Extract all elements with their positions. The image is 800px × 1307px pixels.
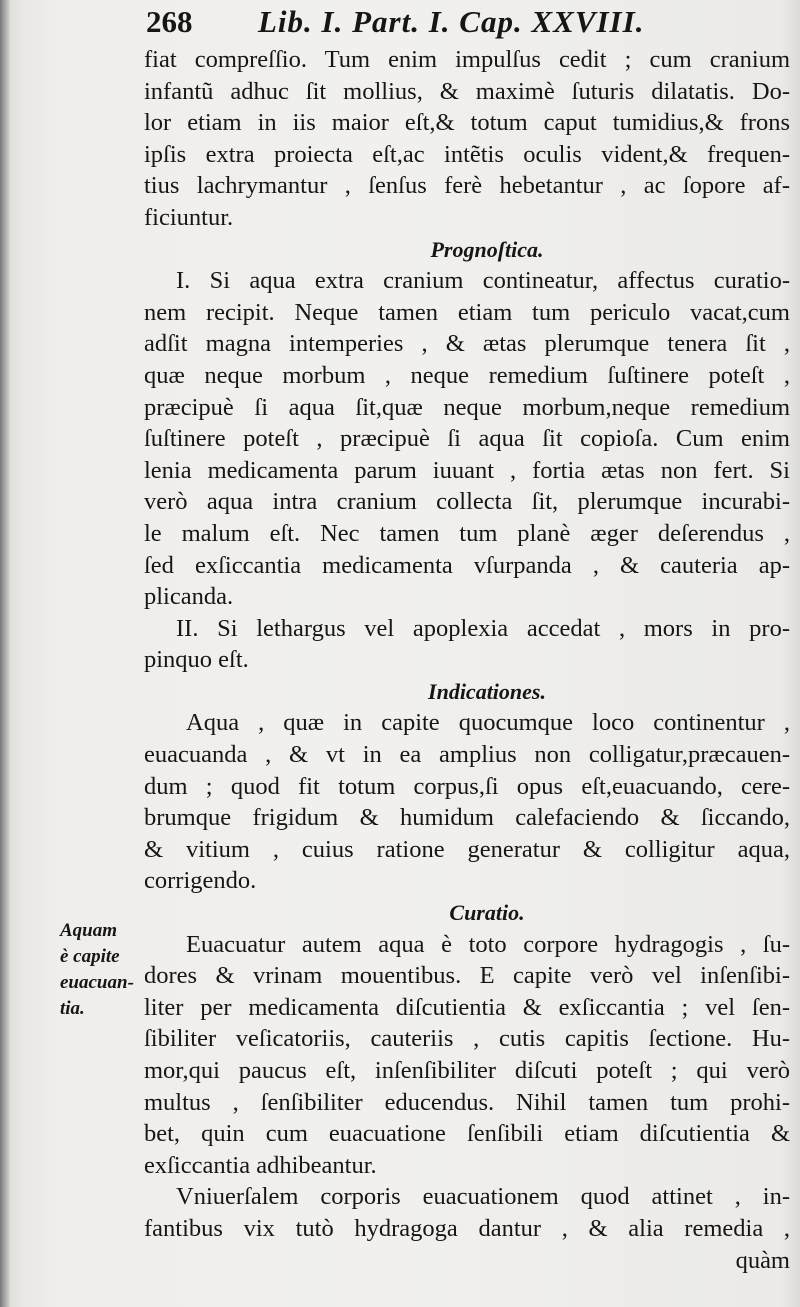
text-line: Vniuerſalem corporis euacuationem quod attinet , in-: [176, 1183, 790, 1211]
page-binding-edge: [0, 0, 10, 1307]
text-line: II. Si lethargus vel apoplexia accedat , mors in pro-: [176, 614, 790, 642]
text-line: dum ; quod fit totum corpus,ſi opus eſt,euacuando, cere-: [144, 772, 790, 800]
text-line: verò aqua intra cranium collecta ſit, plerumque incurabi-: [144, 488, 790, 516]
section-heading-prognostica: Prognoſtica.: [430, 236, 544, 262]
text-line: ficiuntur.: [144, 203, 234, 231]
text-line: adſit magna intemperies , & ætas plerumque tenera ſit ,: [144, 330, 790, 358]
text-line: fantibus vix tutò hydragoga dantur , & alia remedia ,: [144, 1214, 790, 1242]
text-line: præcipuè ſi aqua ſit,quæ neque morbum,neque remedium: [144, 393, 790, 421]
text-line: infantũ adhuc ſit mollius, & maximè ſuturis dilatatis. Do-: [144, 77, 790, 105]
text-line: euacuanda , & vt in ea amplius non colligatur,præcauen-: [144, 741, 790, 769]
text-line: I. Si aqua extra cranium contineatur, affectus curatio-: [176, 267, 790, 295]
running-title: Lib. I. Part. I. Cap. XXVIII.: [258, 4, 645, 39]
section-heading-curatio: Curatio.: [449, 900, 525, 926]
text-line: multus , ſenſibiliter educendus. Nihil tamen tum prohi-: [144, 1088, 790, 1116]
text-line: plicanda.: [144, 583, 234, 611]
section-heading-indicationes: Indicationes.: [428, 678, 546, 704]
text-line: ſed exſiccantia medicamenta vſurpanda , & cauteria ap-: [144, 551, 790, 579]
text-line: bet, quin cum euacuatione ſenſibili etiam diſcutientia &: [144, 1120, 790, 1148]
text-line: liter per medicamenta diſcutientia & exſiccantia ; vel ſen-: [144, 993, 790, 1021]
text-line: quæ neque morbum , neque remedium ſuſtinere poteſt ,: [144, 361, 790, 389]
text-line: & vitium , cuius ratione generatur & colligitur aqua,: [144, 835, 790, 863]
text-line: exſiccantia adhibeantur.: [144, 1151, 377, 1179]
margin-note-line: è capite: [60, 946, 120, 967]
text-line: nem recipit. Neque tamen etiam tum periculo vacat,cum: [144, 298, 790, 326]
text-line: dores & vrinam mouentibus. E capite verò vel inſenſibi-: [144, 962, 790, 990]
body-text: [144, 44, 790, 1276]
margin-note: [60, 918, 152, 1022]
text-line: Euacuatur autem aqua è toto corpore hydragogis , ſu-: [186, 930, 790, 958]
text-line: Aqua , quæ in capite quocumque loco continentur ,: [186, 709, 790, 737]
page-number: 268: [146, 4, 193, 39]
text-line: ſuſtinere poteſt , præcipuè ſi aqua ſit copioſa. Cum enim: [144, 425, 790, 453]
text-line: pinquo eſt.: [144, 646, 249, 674]
catchword: quàm: [735, 1246, 790, 1274]
margin-note-line: Aquam: [60, 920, 118, 941]
text-line: mor,qui paucus eſt, inſenſibiliter diſcuti poteſt ; qui verò: [144, 1057, 790, 1084]
margin-note-line: euacuan-: [60, 972, 134, 993]
text-line: corrigendo.: [144, 867, 257, 895]
text-line: brumque frigidum & humidum calefaciendo & ſiccando,: [144, 804, 790, 832]
margin-note-line: tia.: [60, 998, 85, 1019]
text-line: ſibiliter veſicatoriis, cauteriis , cutis capitis ſectione. Hu-: [144, 1025, 790, 1053]
text-line: le malum eſt. Nec tamen tum planè æger deſerendus ,: [144, 519, 790, 547]
page-header: [146, 4, 766, 44]
text-line: fiat compreſſio. Tum enim impulſus cedit ; cum cranium: [144, 46, 790, 73]
text-line: lor etiam in iis maior eſt,& totum caput tumidius,& frons: [144, 109, 790, 137]
text-line: ipſis extra proiecta eſt,ac intẽtis oculis vident,& frequen-: [144, 140, 790, 168]
text-line: tius lachrymantur , ſenſus ferè hebetantur , ac ſopore af-: [144, 172, 790, 200]
text-line: lenia medicamenta parum iuuant , fortia ætas non fert. Si: [144, 456, 790, 484]
